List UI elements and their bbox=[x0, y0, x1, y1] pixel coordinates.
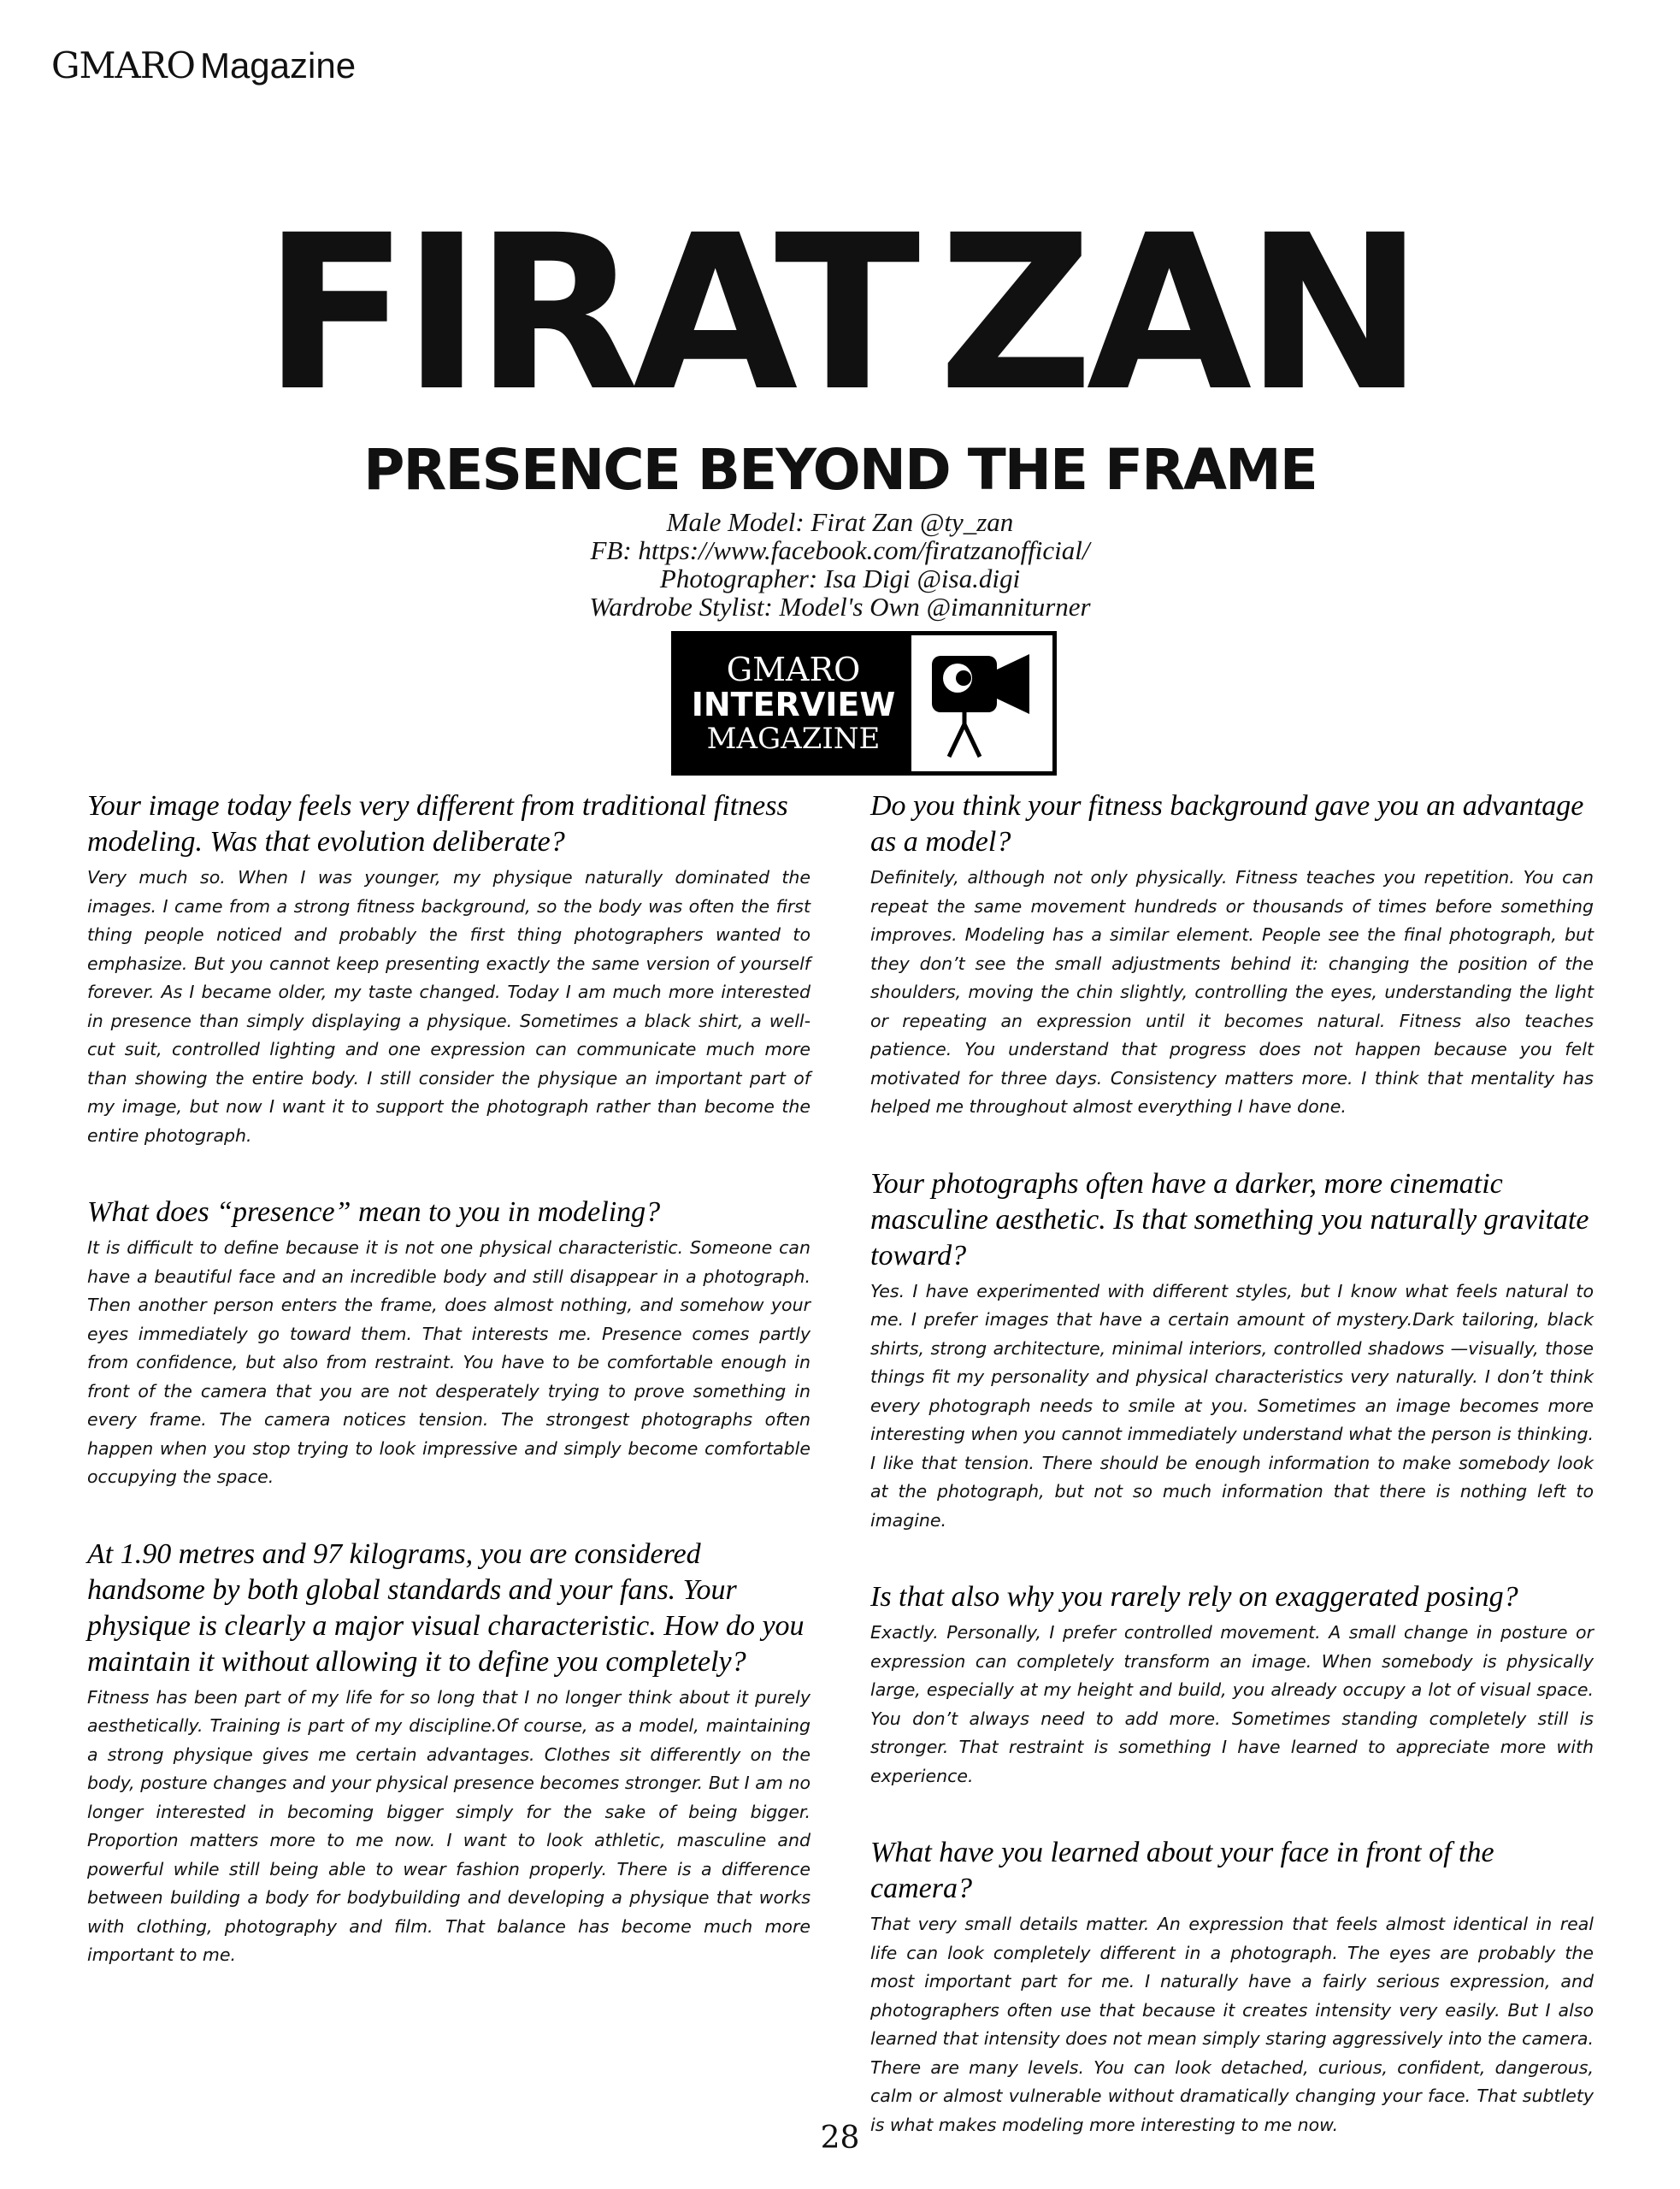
answer: It is difficult to define because it is not one physical characteristic. Someone can have a beautiful face and an incredible body and still disappear in a photograph. Then another person enters the frame, does almost nothing, and somehow your eyes immediately go toward them. That interests me. Presence comes partly from confidence, but also from restraint. You have to be comfortable enough in front of the camera that you are not desperately trying to prove something in every frame. The camera notices tension. The strongest photographs often happen when you stop trying to look impressive and simply become comfortable occupying the space. bbox=[87, 1237, 811, 1487]
answer: Definitely, although not only physically. Fitness teaches you repetition. You can repeat the same movement hundreds or thousands of times before something improves. Modeling has a similar element. People see the final photograph, but they don’t see the small adjustments behind it: changing the position of the shoulders, moving the chin slightly, controlling the eyes, understanding the light or repeating an expression until it becomes natural. Fitness also teaches patience. You understand that progress does not happen because you felt motivated for three days. Consistency matters more. I think that mentality has helped me throughout almost everything I have done. bbox=[870, 867, 1594, 1117]
brand-name: Magazine bbox=[199, 45, 357, 86]
magazine-header bbox=[51, 44, 356, 86]
interview-badge bbox=[671, 631, 1057, 776]
answer: That very small details matter. An expression that feels almost identical in real life can look completely different in a photograph. The eyes are probably the most important part for me. I naturally have a fairly serious expression, and photographers often use that because it creates intensity very easily. But I also learned that intensity does not mean simply staring aggressively into the camera. There are many levels. You can look detached, curious, confident, dangerous, calm or almost vulnerable without dramatically changing your face. That subtlety is what makes modeling more interesting to me now. bbox=[870, 1914, 1594, 2135]
qa-item bbox=[87, 788, 811, 1150]
question: Is that also why you rarely rely on exaggerated posing? bbox=[870, 1581, 1518, 1613]
qa-item bbox=[870, 1166, 1594, 1536]
badge-brand: GMARO bbox=[726, 650, 861, 688]
badge-magazine: MAGAZINE bbox=[706, 721, 881, 756]
question: Your photographs often have a darker, more cinematic masculine aesthetic. Is that something you naturally gravitate toward? bbox=[870, 1167, 1589, 1272]
badge-text-panel bbox=[675, 635, 911, 771]
right-column bbox=[870, 788, 1594, 2184]
question: At 1.90 metres and 97 kilograms, you are considered handsome by both global standards and your fans. Your physique is clearly a major visual characteristic. How do you maintain it without allowing it to define you completely? bbox=[87, 1537, 805, 1678]
qa-item bbox=[870, 1835, 1594, 2139]
question: Do you think your fitness background gave you an advantage as a model? bbox=[870, 790, 1584, 858]
qa-item bbox=[870, 1579, 1594, 1791]
badge-interview: INTERVIEW bbox=[691, 685, 896, 723]
answer: Very much so. When I was younger, my physique naturally dominated the images. I came from a strong fitness background, so the body was often the first thing people noticed and probably the first thing photographers wanted to emphasize. But you cannot keep presenting exactly the same version of yourself forever. As I became older, my taste changed. Today I am much more interested in presence than simply displaying a physique. Sometimes a black shirt, a well-cut suit, controlled lighting and one expression can communicate much more than showing the entire body. I still consider the physique an important part of my image, but now I want it to support the photograph rather than become the entire photograph. bbox=[87, 867, 811, 1146]
answer: Fitness has been part of my life for so long that I no longer think about it purely aesthetically. Training is part of my discipline.Of course, as a model, maintaining a strong physique gives me certain advantages. Clothes sit differently on the body, posture changes and your physical presence becomes stronger. But I am no longer interested in becoming bigger simply for the sake of being bigger. Proportion matters more to me now. I want to look athletic, masculine and powerful while still being able to wear fashion properly. There is a difference between building a body for bodybuilding and developing a physique that works with clothing, photography and film. That balance has become much more important to me. bbox=[87, 1686, 811, 1965]
answer: Yes. I have experimented with different styles, but I know what feels natural to me. I prefer images that have a certain amount of mystery.Dark tailoring, black shirts, strong architecture, minimal interiors, controlled shadows —visually, those things fit my personality and physical characteristics very naturally. I don’t think every photograph needs to smile at you. Sometimes an image becomes more interesting when you cannot immediately understand what the person is thinking. I like that tension. There should be enough information to make somebody look at the photograph, but not so much information that there is nothing left to imagine. bbox=[870, 1280, 1594, 1531]
credits-block bbox=[0, 508, 1680, 621]
badge-icon-panel bbox=[911, 635, 1052, 771]
question: Your image today feels very different from traditional fitness modeling. Was that evolution deliberate? bbox=[87, 790, 788, 858]
article-title: FIRAT ZAN bbox=[262, 189, 1418, 438]
qa-item bbox=[87, 1537, 811, 1970]
qa-item bbox=[870, 788, 1594, 1122]
credit-photographer: Photographer: Isa Digi @isa.digi bbox=[659, 563, 1021, 593]
qa-item bbox=[87, 1195, 811, 1492]
brand-logo: GMARO bbox=[51, 44, 195, 86]
credit-facebook: FB: https://www.facebook.com/firatzanofficial/ bbox=[590, 535, 1090, 565]
page-number: 28 bbox=[820, 2121, 860, 2156]
article-subtitle: PRESENCE BEYOND THE FRAME bbox=[363, 437, 1317, 503]
question: What have you learned about your face in front of the camera? bbox=[870, 1837, 1494, 1904]
credit-stylist: Wardrobe Stylist: Model's Own @imanniturner bbox=[589, 592, 1091, 622]
video-camera-icon bbox=[927, 644, 1038, 764]
credit-model: Male Model: Firat Zan @ty_zan bbox=[666, 507, 1014, 537]
answer: Exactly. Personally, I prefer controlled movement. A small change in posture or expression can completely transform an image. When somebody is physically large, especially at my height and build, you already occupy a lot of visual space. You don’t always need to add more. Sometimes standing completely still is stronger. That restraint is something I have learned to appreciate more with experience. bbox=[870, 1622, 1594, 1786]
question: What does “presence” mean to you in modeling? bbox=[87, 1196, 661, 1228]
left-column bbox=[87, 788, 811, 2015]
